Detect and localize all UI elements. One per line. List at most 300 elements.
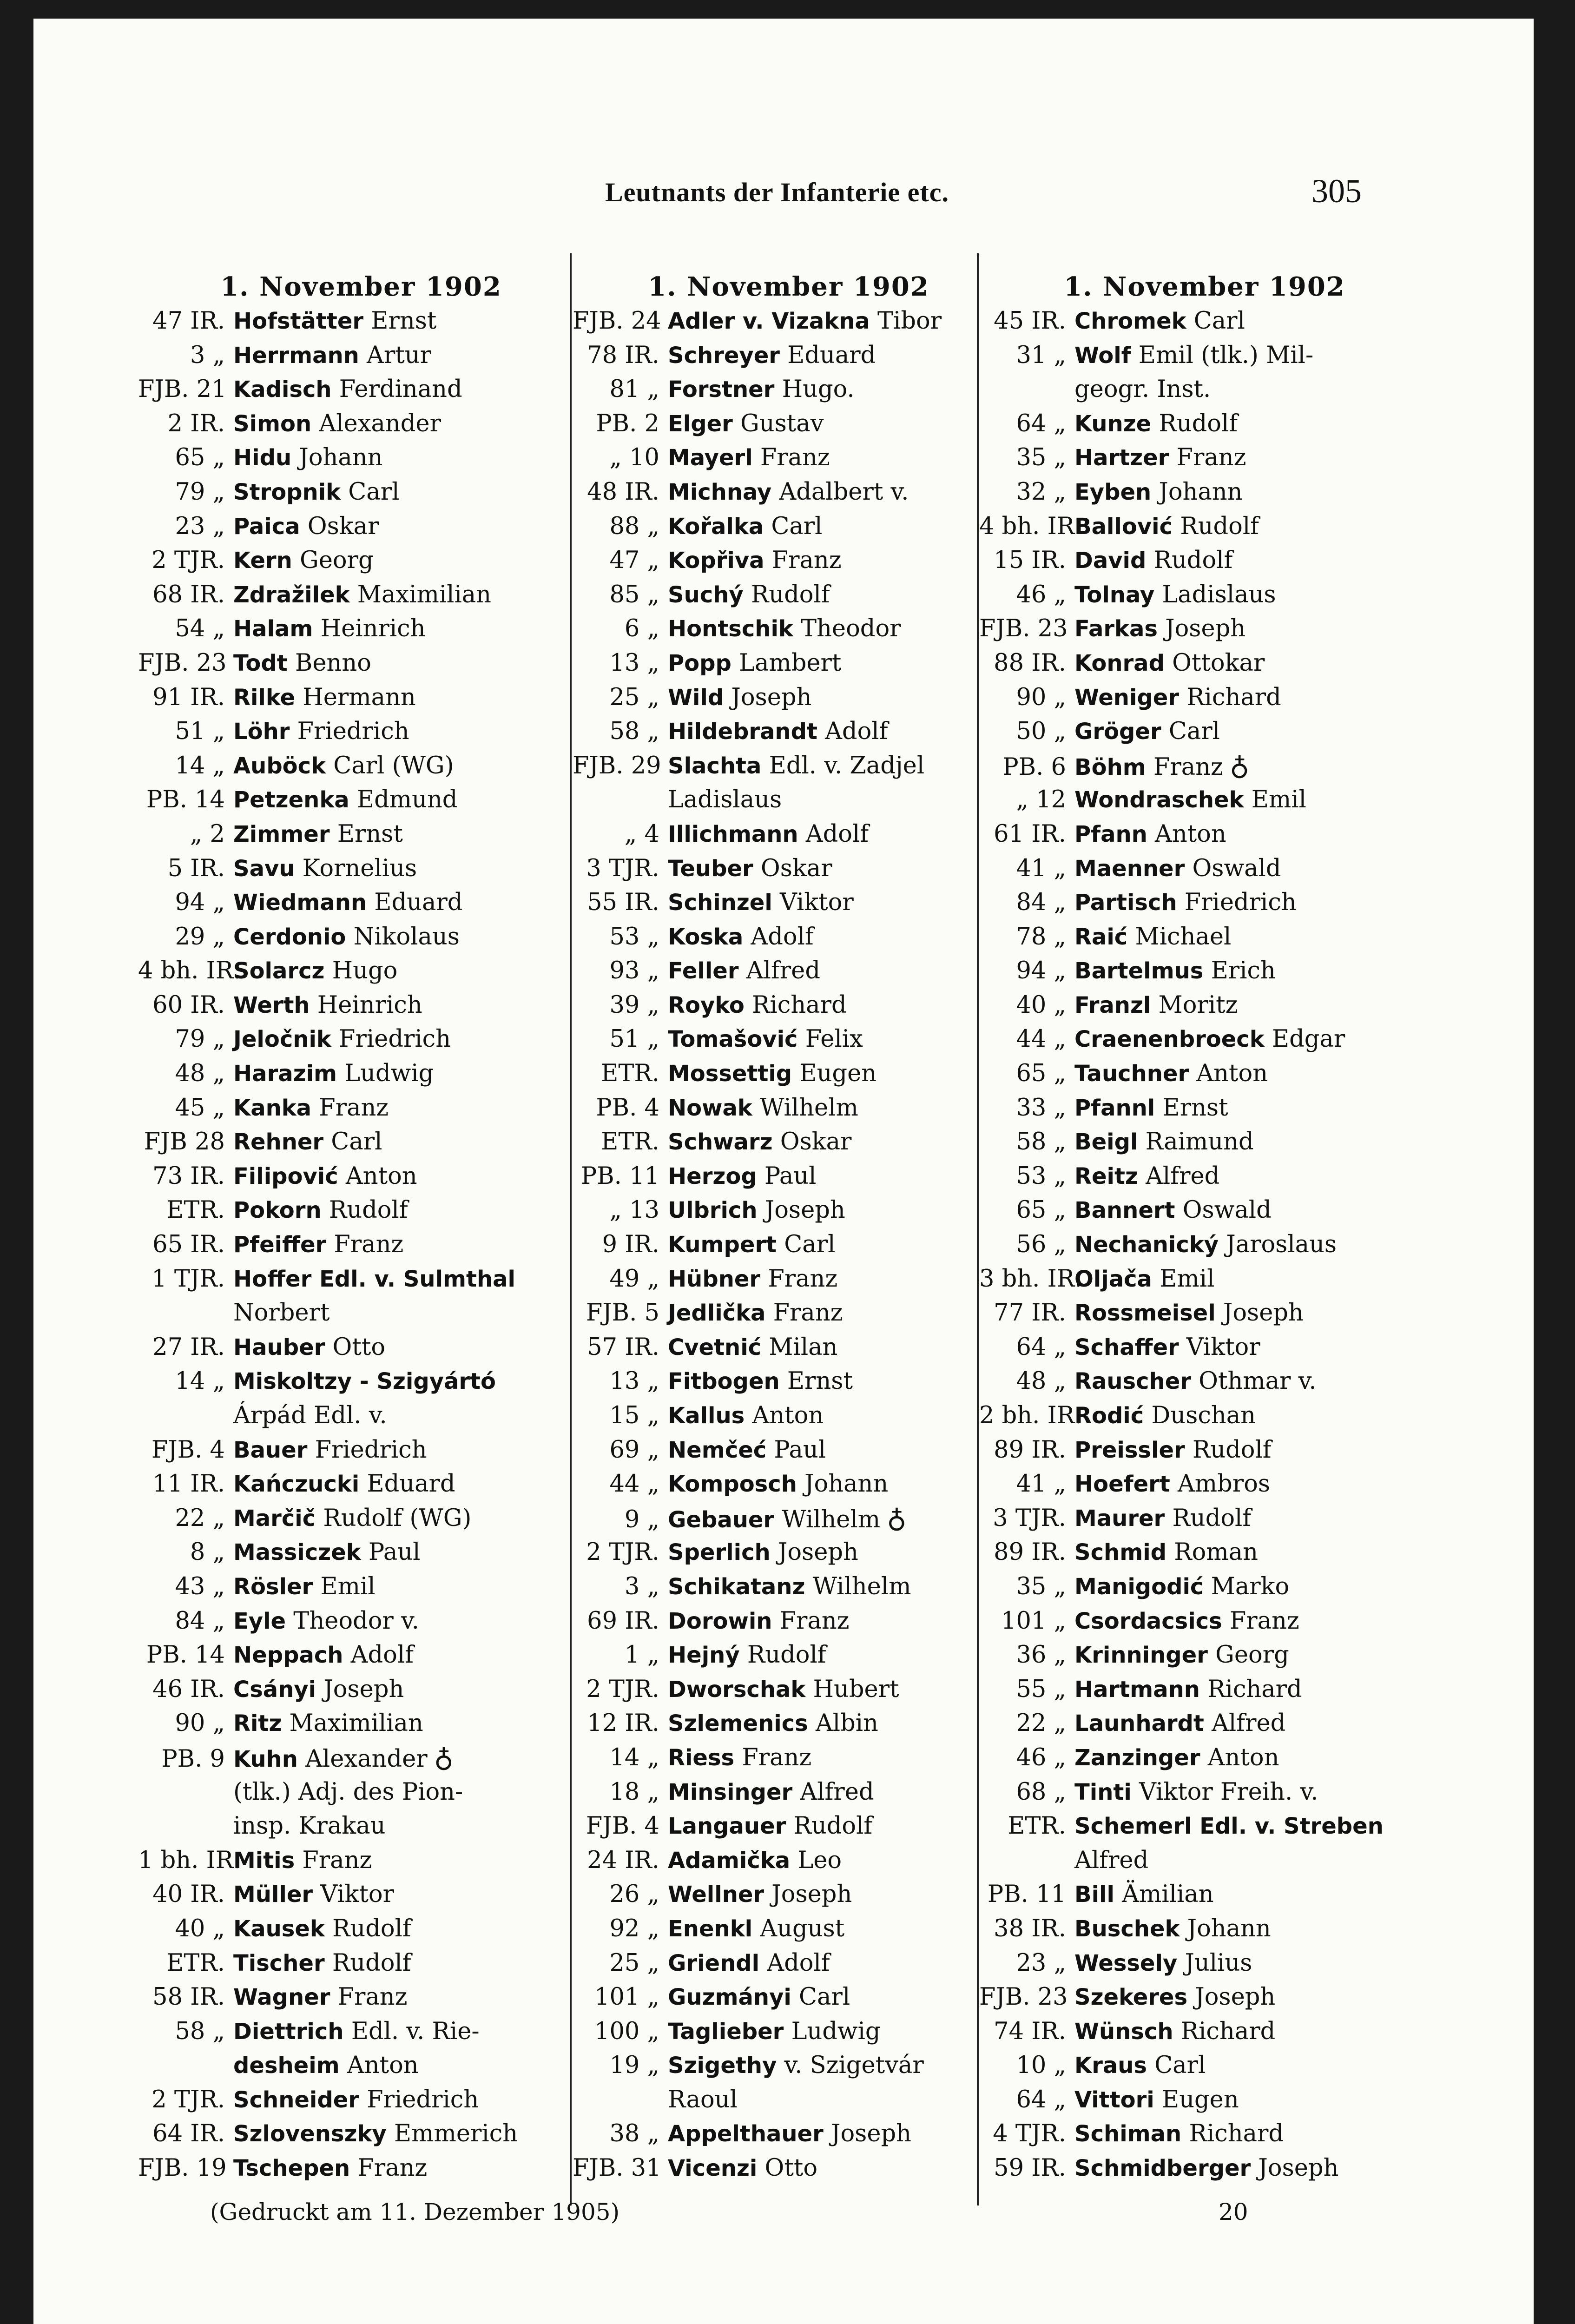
entry-continuation <box>979 1843 1430 1878</box>
given-name: Oskar <box>300 512 379 540</box>
given-name: Roman <box>1166 1538 1258 1566</box>
given-name: Alfred <box>738 957 820 985</box>
given-name: (tlk.) Adj. des Pion- <box>233 1778 463 1806</box>
unit-code: 47 IR. <box>152 307 225 335</box>
officer-entry <box>979 749 1430 783</box>
unit-code: 2 TJR. <box>152 2086 225 2113</box>
given-name: Franz <box>295 1846 372 1874</box>
unit-code: 32 „ <box>1016 478 1066 506</box>
entry-text <box>1074 954 1276 989</box>
officer-entry <box>573 646 1005 680</box>
officer-entry <box>573 1638 1005 1672</box>
surname: Szlemenics <box>668 1710 808 1737</box>
unit-code: 57 IR. <box>587 1333 659 1361</box>
given-name: Ernst <box>363 307 437 335</box>
officer-entry <box>979 1125 1430 1159</box>
given-name: Carl <box>1161 718 1220 746</box>
surname: Maurer <box>1074 1505 1165 1532</box>
given-name: Franz <box>764 547 842 574</box>
unit-code: FJB. 24 <box>573 307 661 335</box>
unit-code: 1 „ <box>624 1641 659 1669</box>
officer-entry <box>138 1091 584 1125</box>
surname: Kumpert <box>668 1232 777 1258</box>
given-name: Milan <box>761 1333 838 1361</box>
entry-text <box>668 2014 881 2049</box>
entry-text <box>668 646 841 681</box>
entry-text <box>668 1501 907 1538</box>
entry-text <box>1074 1159 1219 1194</box>
surname: Cerdonio <box>233 924 346 950</box>
unit-code: 74 IR. <box>994 2017 1066 2045</box>
surname: Hartzer <box>1074 445 1169 471</box>
given-name: Eugen <box>792 1060 877 1088</box>
unit-code: 22 „ <box>1016 1710 1066 1737</box>
given-name: Carl <box>341 478 400 506</box>
entry-text <box>233 1706 423 1741</box>
unit-code: 5 IR. <box>167 854 225 882</box>
unit-code: 40 „ <box>175 1915 225 1942</box>
unit-code: 64 „ <box>1016 1333 1066 1361</box>
given-name: Nikolaus <box>346 923 460 951</box>
unit-code: 78 „ <box>1016 923 1066 951</box>
given-name: Eduard <box>359 1470 455 1498</box>
surname: Bartelmus <box>1074 958 1204 984</box>
given-name: Ambros <box>1170 1470 1271 1498</box>
unit-code: 91 IR. <box>152 683 225 711</box>
entry-text <box>233 1501 471 1536</box>
column-heading: 1. November 1902 <box>220 271 502 302</box>
unit-code: 35 „ <box>1016 1572 1066 1600</box>
unit-code: 61 IR. <box>994 820 1066 848</box>
officer-entry <box>573 441 1005 475</box>
entry-text <box>668 2048 924 2083</box>
surname: Hauber <box>233 1334 325 1360</box>
given-name: Joseph <box>823 2120 911 2148</box>
entry-text <box>668 1912 844 1947</box>
officer-entry <box>979 1912 1430 1946</box>
officer-entry <box>573 407 1005 441</box>
officer-entry <box>979 1501 1430 1536</box>
officer-entry <box>979 612 1430 646</box>
entry-text <box>668 1570 911 1604</box>
unit-code: 8 „ <box>190 1538 225 1566</box>
officer-entry <box>138 2083 584 2117</box>
officer-entry <box>573 475 1005 509</box>
entry-text <box>668 1364 853 1399</box>
officer-entry <box>573 1056 1005 1091</box>
unit-code: 25 „ <box>609 1949 659 1977</box>
given-name: Albin <box>808 1710 878 1737</box>
officer-entry <box>138 817 584 852</box>
entry-text <box>668 1091 858 1126</box>
surname: Partisch <box>1074 890 1177 916</box>
unit-code: 51 „ <box>175 718 225 746</box>
given-name: Ludwig <box>337 1060 434 1088</box>
given-name: Gustav <box>732 409 824 437</box>
surname: Illichmann <box>668 821 798 847</box>
unit-code: 93 „ <box>609 957 659 985</box>
entry-text <box>668 680 811 715</box>
entry-text <box>1074 1706 1285 1741</box>
officer-entry <box>138 1980 584 2014</box>
officer-entry <box>573 954 1005 988</box>
given-name: Ämilian <box>1114 1881 1214 1908</box>
unit-code: 58 IR. <box>152 1983 225 2011</box>
entry-text <box>668 885 854 920</box>
entry-text <box>1074 1091 1228 1126</box>
given-name: Rudolf <box>1146 547 1233 574</box>
unit-code: PB. 9 <box>161 1745 225 1773</box>
given-name: Norbert <box>233 1299 330 1327</box>
given-name: Edl. v. Zadjel <box>761 752 925 779</box>
given-name: Richard <box>1179 683 1281 711</box>
unit-code: 77 IR. <box>994 1299 1066 1327</box>
unit-code: FJB. 21 <box>138 376 227 403</box>
given-name: Tibor <box>870 307 942 335</box>
entry-text <box>1074 1399 1256 1433</box>
unit-code: FJB. 4 <box>151 1436 225 1464</box>
surname: Szigethy <box>668 2053 777 2079</box>
given-name: Anton <box>1147 820 1226 848</box>
surname: desheim <box>233 2053 340 2079</box>
given-name: Viktor <box>772 889 854 917</box>
entry-text <box>233 304 436 339</box>
entry-text <box>668 2083 738 2118</box>
officer-entry <box>573 1091 1005 1125</box>
unit-code: FJB. 23 <box>979 615 1068 643</box>
entry-text <box>233 1330 385 1365</box>
surname: Böhm <box>1074 754 1146 780</box>
entry-text <box>668 1399 824 1433</box>
unit-code: 25 „ <box>609 683 659 711</box>
surname: Taglieber <box>668 2018 784 2045</box>
entry-text <box>1074 1193 1272 1228</box>
surname: Pfeiffer <box>233 1232 327 1258</box>
entry-text <box>233 1467 455 1502</box>
unit-code: 55 IR. <box>587 889 659 917</box>
entry-text <box>1074 1535 1258 1570</box>
unit-code: 92 „ <box>609 1915 659 1942</box>
given-name: Carl (WG) <box>326 752 454 779</box>
entry-text <box>1074 817 1226 852</box>
officer-entry <box>573 852 1005 886</box>
entry-text <box>233 1980 408 2015</box>
surname: Franzl <box>1074 992 1151 1018</box>
given-name: Anton <box>745 1402 824 1429</box>
officer-entry <box>138 920 584 954</box>
given-name: Adolf <box>817 718 888 746</box>
surname: Schiman <box>1074 2121 1182 2147</box>
given-name: Wilhelm <box>805 1572 911 1600</box>
given-name: Alfred <box>1074 1846 1149 1874</box>
surname: Werth <box>233 992 310 1018</box>
surname: Forstner <box>668 376 775 403</box>
entry-text <box>1074 1843 1148 1878</box>
entry-continuation <box>573 783 1005 817</box>
surname: Gebauer <box>668 1506 775 1533</box>
surname: Pfannl <box>1074 1095 1155 1121</box>
officer-entry <box>138 1672 584 1707</box>
officer-entry <box>979 475 1430 509</box>
entry-text <box>233 1912 411 1947</box>
given-name: Jaroslaus <box>1219 1231 1337 1259</box>
unit-code: 90 „ <box>1016 683 1066 711</box>
officer-entry <box>573 578 1005 612</box>
given-name: Emil <box>313 1572 376 1600</box>
officer-entry <box>979 578 1430 612</box>
surname: Kopřiva <box>668 548 764 574</box>
entry-text <box>1074 1296 1304 1331</box>
surname: Kořalka <box>668 513 764 540</box>
given-name: Franz <box>752 444 830 472</box>
surname: Raić <box>1074 924 1128 950</box>
unit-code: „ 13 <box>609 1196 659 1224</box>
officer-entry <box>138 783 584 817</box>
unit-code: 65 IR. <box>152 1231 225 1259</box>
given-name: Hermann <box>295 683 416 711</box>
entry-text <box>1074 509 1259 544</box>
unit-code: 48 „ <box>1016 1367 1066 1395</box>
officer-entry <box>573 1946 1005 1981</box>
unit-code: „ 12 <box>1016 786 1066 814</box>
given-name: Marko <box>1203 1572 1290 1600</box>
unit-code: 84 „ <box>1016 889 1066 917</box>
unit-code: 68 „ <box>1016 1778 1066 1806</box>
unit-code: 13 „ <box>609 1367 659 1395</box>
surname: Wünsch <box>1074 2018 1173 2045</box>
officer-entry <box>138 441 584 475</box>
entry-text <box>668 1467 888 1502</box>
entry-text <box>233 1125 382 1160</box>
surname: Gröger <box>1074 719 1161 745</box>
given-name: Maximilian <box>349 581 492 608</box>
given-name: Alfred <box>1138 1162 1220 1190</box>
given-name: Johann <box>1151 478 1243 506</box>
given-name: Johann <box>291 444 383 472</box>
signature-mark: 20 <box>1219 2199 1248 2225</box>
given-name: Friedrich <box>307 1436 427 1464</box>
officer-entry <box>138 646 584 680</box>
entry-text <box>233 817 403 852</box>
given-name: Hugo. <box>774 376 855 403</box>
unit-code: 1 bh. IR. <box>138 1846 241 1874</box>
entry-text <box>233 646 371 681</box>
entry-text <box>668 1056 876 1091</box>
print-date-note: (Gedruckt am 11. Dezember 1905) <box>210 2199 620 2225</box>
surname: Kraus <box>1074 2053 1147 2079</box>
given-name: Anton <box>338 1162 417 1190</box>
given-name: v. Szigetvár <box>777 2052 924 2080</box>
given-name: Hubert <box>805 1675 899 1703</box>
entry-text <box>668 1125 851 1160</box>
given-name: geogr. Inst. <box>1074 376 1211 403</box>
entry-text <box>233 749 454 784</box>
entry-text <box>233 1296 329 1331</box>
given-name: Theodor <box>793 615 901 643</box>
given-name: Hugo <box>324 957 398 985</box>
unit-code: 3 bh. IR. <box>979 1265 1082 1293</box>
unit-code: 69 IR. <box>587 1607 659 1635</box>
given-name: Carl <box>777 1231 836 1259</box>
officer-entry <box>979 920 1430 954</box>
given-name: Oswald <box>1185 854 1281 882</box>
unit-code: 59 IR. <box>994 2154 1066 2182</box>
unit-code: FJB. 31 <box>573 2154 661 2182</box>
surname: Hidu <box>233 445 292 471</box>
unit-code: 2 TJR. <box>152 547 225 574</box>
entry-text <box>668 1775 874 1810</box>
officer-entry <box>979 1228 1430 1262</box>
given-name: Franz <box>350 2154 428 2182</box>
entry-text <box>233 1364 496 1399</box>
surname: Simon <box>233 410 312 437</box>
given-name: Benno <box>287 649 371 677</box>
given-name: Rudolf <box>1185 1436 1272 1464</box>
officer-entry <box>138 612 584 646</box>
unit-code: 2 TJR. <box>586 1675 659 1703</box>
entry-text <box>1074 988 1238 1023</box>
officer-entry <box>573 1912 1005 1946</box>
given-name: Georg <box>1207 1641 1289 1669</box>
surname: Cvetnić <box>668 1334 762 1360</box>
unit-code: 1 TJR. <box>152 1265 225 1293</box>
given-name: Anton <box>1189 1060 1268 1088</box>
officer-entry <box>138 338 584 373</box>
entry-text <box>668 1159 816 1194</box>
surname: Auböck <box>233 753 326 779</box>
entry-text <box>668 441 830 475</box>
officer-entry <box>573 1364 1005 1399</box>
officer-entry <box>138 1125 584 1159</box>
given-name: Joseph <box>1187 1983 1276 2011</box>
entry-text <box>668 1980 850 2015</box>
given-name: August <box>752 1915 845 1942</box>
given-name: Joseph <box>316 1675 404 1703</box>
given-name: Erich <box>1203 957 1276 985</box>
entry-text <box>233 1877 394 1912</box>
unit-code: 3 TJR. <box>993 1504 1066 1532</box>
surname: Kuhn <box>233 1746 298 1772</box>
officer-entry <box>138 954 584 988</box>
officer-entry <box>138 1501 584 1536</box>
officer-entry <box>979 2117 1430 2151</box>
unit-code: 48 „ <box>175 1060 225 1088</box>
unit-code: 56 „ <box>1016 1231 1066 1259</box>
entry-text <box>233 543 374 578</box>
officer-entry <box>979 509 1430 544</box>
surname: Rodić <box>1074 1403 1144 1429</box>
unit-code: FJB 28 <box>144 1128 225 1156</box>
given-name: Ladislaus <box>668 786 782 814</box>
column-2 <box>573 270 1005 2222</box>
officer-entry <box>979 1946 1430 1981</box>
entry-text <box>1074 646 1265 681</box>
surname: Chromek <box>1074 308 1186 334</box>
unit-code: 89 IR. <box>994 1538 1066 1566</box>
officer-entry <box>979 1296 1430 1330</box>
given-name: Adolf <box>343 1641 414 1669</box>
surname: Feller <box>668 958 739 984</box>
officer-entry <box>138 852 584 886</box>
unit-code: 2 bh. IR. <box>979 1402 1082 1429</box>
officer-entry <box>573 612 1005 646</box>
entry-text <box>668 372 855 407</box>
entry-text <box>233 475 399 510</box>
entry-text <box>668 783 782 818</box>
entry-text <box>233 714 409 749</box>
given-name: Maximilian <box>282 1710 423 1737</box>
officer-entry <box>979 783 1430 817</box>
surname: Wellner <box>668 1882 764 1908</box>
surname: Wondraschek <box>1074 787 1244 813</box>
given-name: Viktor Freih. v. <box>1131 1778 1318 1806</box>
officer-entry <box>573 1980 1005 2014</box>
surname: Griendl <box>668 1950 760 1976</box>
officer-entry <box>573 920 1005 954</box>
officer-entry <box>573 1843 1005 1878</box>
unit-code: 3 „ <box>624 1572 659 1600</box>
surname: Rehner <box>233 1129 324 1155</box>
entry-text <box>233 1946 411 1981</box>
entry-text <box>668 578 830 613</box>
unit-code: 85 „ <box>609 581 659 608</box>
given-name: Franz <box>734 1743 812 1771</box>
given-name: Edgar <box>1264 1025 1345 1053</box>
officer-entry <box>573 1193 1005 1228</box>
column-heading: 1. November 1902 <box>648 271 929 302</box>
surname: Sperlich <box>668 1539 771 1566</box>
given-name: Rudolf <box>1165 1504 1252 1532</box>
given-name: Alfred <box>1204 1710 1286 1737</box>
entry-text <box>668 407 824 442</box>
given-name: Carl <box>1186 307 1245 335</box>
entry-text <box>1074 1228 1337 1262</box>
surname: Jeločnik <box>233 1026 331 1053</box>
surname: Ritz <box>233 1710 282 1737</box>
surname: Halam <box>233 616 313 642</box>
officer-entry <box>138 509 584 544</box>
entry-text <box>233 2014 480 2049</box>
entry-text <box>668 714 888 749</box>
entry-continuation <box>138 2048 584 2083</box>
entry-text <box>233 2048 419 2083</box>
entry-text <box>1074 543 1232 578</box>
unit-code: FJB. 23 <box>138 649 227 677</box>
given-name: Friedrich <box>359 2086 479 2113</box>
surname: Hübner <box>668 1266 761 1292</box>
entry-text <box>1074 1775 1318 1810</box>
officer-entry <box>138 885 584 920</box>
officer-entry <box>573 1672 1005 1707</box>
unit-code: PB. 2 <box>596 409 659 437</box>
surname: Schinzel <box>668 890 772 916</box>
unit-code: 9 „ <box>624 1505 659 1533</box>
surname: Wiedmann <box>233 890 367 916</box>
given-name: Ferdinand <box>331 376 462 403</box>
surname: Zimmer <box>233 821 330 847</box>
surname: Vittori <box>1074 2086 1154 2113</box>
unit-code: 46 „ <box>1016 581 1066 608</box>
officer-entry <box>979 1330 1430 1365</box>
given-name: Paul <box>361 1538 421 1566</box>
given-name: Otto <box>325 1333 386 1361</box>
entry-text <box>1074 1022 1345 1057</box>
unit-code: 79 „ <box>175 478 225 506</box>
entry-text <box>1074 1604 1299 1639</box>
given-name: Rudolf <box>321 1196 408 1224</box>
given-name: Emmerich <box>386 2120 518 2148</box>
surname: Savu <box>233 855 295 882</box>
